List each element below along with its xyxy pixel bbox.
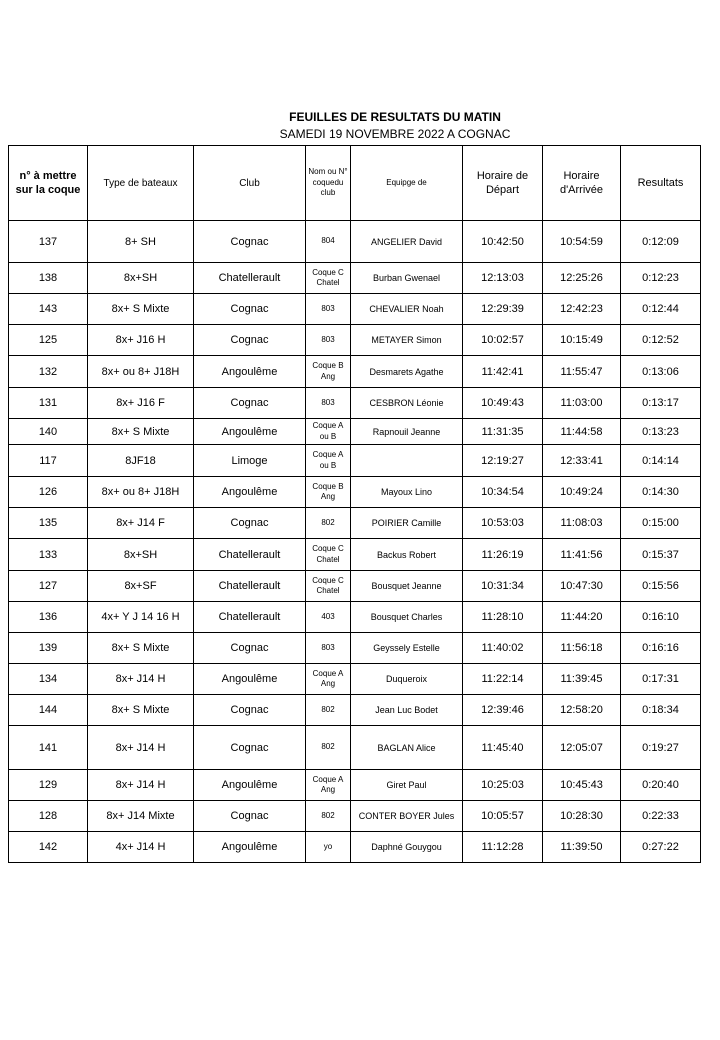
cell-num: 117 — [9, 445, 88, 477]
table-row — [9, 726, 701, 770]
table-row — [9, 695, 701, 726]
table-row — [9, 388, 701, 419]
cell-resultat: 0:12:52 — [621, 325, 701, 356]
cell-depart: 11:26:19 — [463, 539, 543, 571]
table-body — [9, 221, 701, 863]
cell-arrivee: 12:33:41 — [543, 445, 621, 477]
cell-num: 144 — [9, 695, 88, 726]
results-table — [8, 145, 701, 863]
cell-club: Cognac — [194, 294, 306, 325]
sheet-subtitle: SAMEDI 19 NOVEMBRE 2022 A COGNAC — [279, 127, 511, 141]
cell-depart: 10:49:43 — [463, 388, 543, 419]
header-arrivee: Horaire d'Arrivée — [543, 146, 621, 221]
sheet-title: FEUILLES DE RESULTATS DU MATIN — [289, 110, 501, 124]
cell-equipage: METAYER Simon — [351, 325, 463, 356]
cell-type: 8x+ ou 8+ J18H — [88, 477, 194, 508]
cell-arrivee: 10:49:24 — [543, 477, 621, 508]
cell-coque: 803 — [306, 294, 351, 325]
cell-type: 8x+ S Mixte — [88, 294, 194, 325]
cell-equipage: Desmarets Agathe — [351, 356, 463, 388]
cell-resultat: 0:12:44 — [621, 294, 701, 325]
cell-num: 126 — [9, 477, 88, 508]
table-header-row — [9, 146, 701, 221]
cell-num: 137 — [9, 221, 88, 263]
table-row — [9, 419, 701, 445]
cell-num: 133 — [9, 539, 88, 571]
cell-num: 127 — [9, 571, 88, 602]
cell-depart: 10:25:03 — [463, 770, 543, 801]
cell-coque: Coque C Chatel — [306, 571, 351, 602]
cell-depart: 10:42:50 — [463, 221, 543, 263]
cell-coque: 802 — [306, 726, 351, 770]
cell-num: 132 — [9, 356, 88, 388]
cell-coque: Coque A Ang — [306, 664, 351, 695]
table-row — [9, 356, 701, 388]
cell-type: 8x+ S Mixte — [88, 633, 194, 664]
cell-num: 143 — [9, 294, 88, 325]
cell-resultat: 0:27:22 — [621, 832, 701, 863]
header-resultats: Resultats — [621, 146, 701, 221]
table-row — [9, 263, 701, 294]
cell-arrivee: 11:55:47 — [543, 356, 621, 388]
table-row — [9, 508, 701, 539]
cell-club: Angoulême — [194, 832, 306, 863]
cell-type: 8x+ J14 H — [88, 664, 194, 695]
cell-club: Chatellerault — [194, 539, 306, 571]
cell-coque: 802 — [306, 508, 351, 539]
cell-resultat: 0:18:34 — [621, 695, 701, 726]
cell-arrivee: 11:41:56 — [543, 539, 621, 571]
cell-club: Cognac — [194, 801, 306, 832]
cell-num: 129 — [9, 770, 88, 801]
cell-equipage: Rapnouil Jeanne — [351, 419, 463, 445]
cell-club: Cognac — [194, 695, 306, 726]
cell-depart: 10:05:57 — [463, 801, 543, 832]
cell-resultat: 0:14:14 — [621, 445, 701, 477]
cell-coque: 803 — [306, 633, 351, 664]
cell-club: Limoge — [194, 445, 306, 477]
cell-resultat: 0:13:06 — [621, 356, 701, 388]
cell-equipage: Jean Luc Bodet — [351, 695, 463, 726]
cell-depart: 12:19:27 — [463, 445, 543, 477]
cell-num: 125 — [9, 325, 88, 356]
cell-equipage: CHEVALIER Noah — [351, 294, 463, 325]
cell-equipage: Bousquet Jeanne — [351, 571, 463, 602]
cell-resultat: 0:14:30 — [621, 477, 701, 508]
cell-arrivee: 12:25:26 — [543, 263, 621, 294]
cell-arrivee: 12:58:20 — [543, 695, 621, 726]
cell-arrivee: 11:39:45 — [543, 664, 621, 695]
cell-coque: 802 — [306, 695, 351, 726]
cell-num: 128 — [9, 801, 88, 832]
cell-arrivee: 10:54:59 — [543, 221, 621, 263]
cell-type: 4x+ Y J 14 16 H — [88, 602, 194, 633]
cell-type: 8x+ J16 H — [88, 325, 194, 356]
cell-resultat: 0:17:31 — [621, 664, 701, 695]
cell-coque: 403 — [306, 602, 351, 633]
cell-type: 8x+ J14 H — [88, 770, 194, 801]
cell-arrivee: 11:03:00 — [543, 388, 621, 419]
table-row — [9, 633, 701, 664]
cell-club: Cognac — [194, 221, 306, 263]
cell-type: 8x+SF — [88, 571, 194, 602]
table-row — [9, 445, 701, 477]
cell-coque: Coque B Ang — [306, 477, 351, 508]
cell-type: 8x+ S Mixte — [88, 419, 194, 445]
cell-club: Angoulême — [194, 770, 306, 801]
cell-depart: 12:29:39 — [463, 294, 543, 325]
cell-type: 8x+ J14 Mixte — [88, 801, 194, 832]
cell-depart: 10:34:54 — [463, 477, 543, 508]
cell-arrivee: 11:08:03 — [543, 508, 621, 539]
cell-resultat: 0:15:56 — [621, 571, 701, 602]
cell-resultat: 0:12:09 — [621, 221, 701, 263]
cell-resultat: 0:13:23 — [621, 419, 701, 445]
cell-depart: 11:42:41 — [463, 356, 543, 388]
cell-coque: 802 — [306, 801, 351, 832]
cell-arrivee: 11:56:18 — [543, 633, 621, 664]
cell-club: Chatellerault — [194, 263, 306, 294]
header-equipage: Equipge de — [351, 146, 463, 221]
cell-coque: 804 — [306, 221, 351, 263]
cell-resultat: 0:20:40 — [621, 770, 701, 801]
table-row — [9, 221, 701, 263]
cell-num: 140 — [9, 419, 88, 445]
cell-equipage: Bousquet Charles — [351, 602, 463, 633]
cell-resultat: 0:19:27 — [621, 726, 701, 770]
cell-num: 135 — [9, 508, 88, 539]
table-row — [9, 325, 701, 356]
cell-equipage: Giret Paul — [351, 770, 463, 801]
cell-equipage: Mayoux Lino — [351, 477, 463, 508]
cell-coque: Coque C Chatel — [306, 263, 351, 294]
cell-depart: 11:31:35 — [463, 419, 543, 445]
cell-num: 139 — [9, 633, 88, 664]
header-num: n° à mettre sur la coque — [9, 146, 88, 221]
cell-equipage: Duqueroix — [351, 664, 463, 695]
cell-resultat: 0:15:00 — [621, 508, 701, 539]
cell-equipage: CONTER BOYER Jules — [351, 801, 463, 832]
cell-resultat: 0:16:16 — [621, 633, 701, 664]
cell-type: 8x+SH — [88, 263, 194, 294]
cell-depart: 11:40:02 — [463, 633, 543, 664]
table-row — [9, 770, 701, 801]
table-row — [9, 801, 701, 832]
cell-num: 131 — [9, 388, 88, 419]
cell-club: Angoulême — [194, 664, 306, 695]
cell-club: Cognac — [194, 633, 306, 664]
cell-type: 8x+ S Mixte — [88, 695, 194, 726]
cell-equipage: CESBRON Léonie — [351, 388, 463, 419]
cell-depart: 10:02:57 — [463, 325, 543, 356]
cell-club: Cognac — [194, 388, 306, 419]
cell-coque: Coque A ou B — [306, 445, 351, 477]
cell-club: Angoulême — [194, 419, 306, 445]
table-row — [9, 664, 701, 695]
cell-resultat: 0:16:10 — [621, 602, 701, 633]
cell-depart: 11:45:40 — [463, 726, 543, 770]
cell-arrivee: 11:44:58 — [543, 419, 621, 445]
header-type: Type de bateaux — [88, 146, 194, 221]
cell-resultat: 0:13:17 — [621, 388, 701, 419]
header-coque: Nom ou N° coquedu club — [306, 146, 351, 221]
cell-equipage: Geyssely Estelle — [351, 633, 463, 664]
table-row — [9, 477, 701, 508]
cell-type: 8x+ J16 F — [88, 388, 194, 419]
cell-type: 8x+ J14 H — [88, 726, 194, 770]
cell-club: Chatellerault — [194, 602, 306, 633]
cell-depart: 11:12:28 — [463, 832, 543, 863]
cell-club: Angoulême — [194, 477, 306, 508]
cell-resultat: 0:22:33 — [621, 801, 701, 832]
cell-resultat: 0:12:23 — [621, 263, 701, 294]
cell-type: 8x+ J14 F — [88, 508, 194, 539]
cell-depart: 12:39:46 — [463, 695, 543, 726]
cell-coque: Coque A ou B — [306, 419, 351, 445]
cell-arrivee: 10:28:30 — [543, 801, 621, 832]
cell-club: Cognac — [194, 726, 306, 770]
cell-depart: 11:22:14 — [463, 664, 543, 695]
cell-type: 8JF18 — [88, 445, 194, 477]
cell-type: 4x+ J14 H — [88, 832, 194, 863]
cell-arrivee: 11:44:20 — [543, 602, 621, 633]
cell-equipage: Daphné Gouygou — [351, 832, 463, 863]
cell-num: 138 — [9, 263, 88, 294]
cell-coque: Coque B Ang — [306, 356, 351, 388]
cell-equipage: Backus Robert — [351, 539, 463, 571]
cell-equipage: BAGLAN Alice — [351, 726, 463, 770]
cell-equipage: Burban Gwenael — [351, 263, 463, 294]
table-row — [9, 539, 701, 571]
table-row — [9, 294, 701, 325]
cell-resultat: 0:15:37 — [621, 539, 701, 571]
cell-type: 8x+ ou 8+ J18H — [88, 356, 194, 388]
cell-club: Angoulême — [194, 356, 306, 388]
cell-coque: Coque A Ang — [306, 770, 351, 801]
cell-num: 136 — [9, 602, 88, 633]
table-row — [9, 602, 701, 633]
cell-num: 141 — [9, 726, 88, 770]
cell-depart: 12:13:03 — [463, 263, 543, 294]
cell-arrivee: 10:47:30 — [543, 571, 621, 602]
cell-type: 8x+SH — [88, 539, 194, 571]
cell-num: 142 — [9, 832, 88, 863]
cell-equipage: ANGELIER David — [351, 221, 463, 263]
cell-coque: Coque C Chatel — [306, 539, 351, 571]
cell-arrivee: 12:05:07 — [543, 726, 621, 770]
cell-club: Chatellerault — [194, 571, 306, 602]
cell-depart: 11:28:10 — [463, 602, 543, 633]
cell-club: Cognac — [194, 325, 306, 356]
header-depart: Horaire de Départ — [463, 146, 543, 221]
cell-arrivee: 12:42:23 — [543, 294, 621, 325]
cell-arrivee: 10:45:43 — [543, 770, 621, 801]
cell-club: Cognac — [194, 508, 306, 539]
cell-coque: 803 — [306, 325, 351, 356]
table-row — [9, 832, 701, 863]
cell-coque: 803 — [306, 388, 351, 419]
cell-depart: 10:31:34 — [463, 571, 543, 602]
cell-equipage — [351, 445, 463, 477]
cell-arrivee: 11:39:50 — [543, 832, 621, 863]
table-row — [9, 571, 701, 602]
cell-coque: yo — [306, 832, 351, 863]
cell-type: 8+ SH — [88, 221, 194, 263]
cell-equipage: POIRIER Camille — [351, 508, 463, 539]
header-club: Club — [194, 146, 306, 221]
cell-num: 134 — [9, 664, 88, 695]
cell-arrivee: 10:15:49 — [543, 325, 621, 356]
cell-depart: 10:53:03 — [463, 508, 543, 539]
